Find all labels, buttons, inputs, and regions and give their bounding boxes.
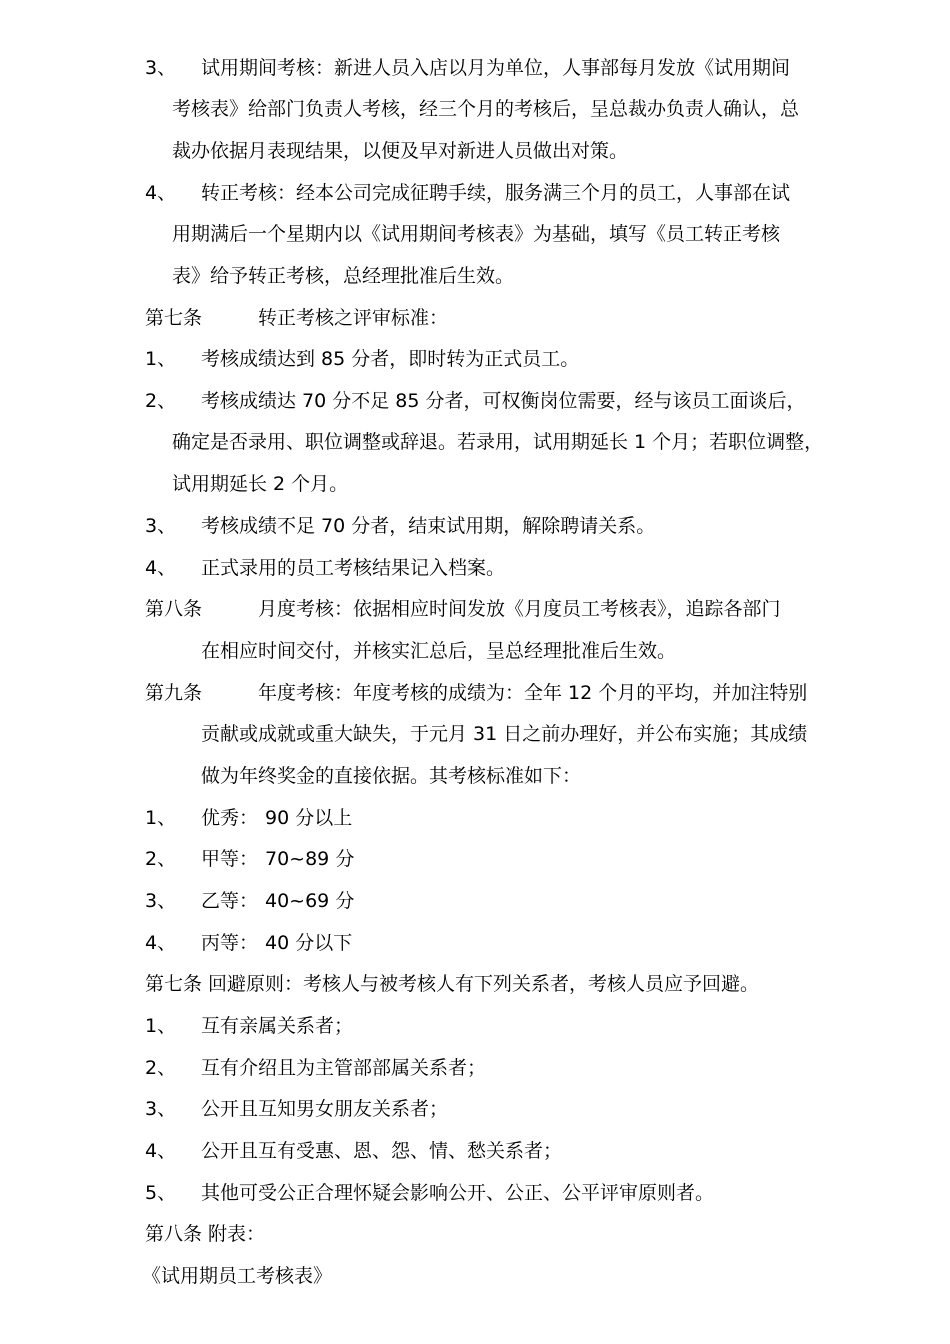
article-text: 第八条 附表： xyxy=(145,1223,266,1245)
article-text: 月度考核：依据相应时间发放《月度员工考核表》，追踪各部门 xyxy=(258,598,781,620)
clause-text: 试用期间考核：新进人员入店以月为单位，人事部每月发放《试用期间 xyxy=(201,57,791,79)
grade-label: 甲等： xyxy=(201,848,259,870)
grade-label: 丙等： xyxy=(201,932,259,954)
clause-text: 确定是否录用、职位调整或辞退。若录用，试用期延长 1 个月；若职位调整， xyxy=(172,431,824,453)
clause-text: 公开且互知男女朋友关系者； xyxy=(201,1098,449,1120)
form-title: 《试用期员工考核表》 xyxy=(142,1265,333,1287)
article-title: 转正考核之评审标准： xyxy=(258,307,449,329)
list-number: 5、 xyxy=(145,1182,177,1204)
article-text: 做为年终奖金的直接依据。其考核标准如下： xyxy=(201,765,582,787)
grade-label: 乙等： xyxy=(201,890,259,912)
list-number: 4、 xyxy=(145,932,177,954)
clause-text: 其他可受公正合理怀疑会影响公开、公正、公平评审原则者。 xyxy=(201,1182,715,1204)
clause-text: 表》给予转正考核，总经理批准后生效。 xyxy=(172,265,515,287)
clause-text: 互有介绍且为主管部部属关系者； xyxy=(201,1057,487,1079)
grade-value: 40 分以下 xyxy=(265,932,353,954)
grade-value: 40~69 分 xyxy=(265,890,355,912)
clause-text: 裁办依据月表现结果，以便及早对新进人员做出对策。 xyxy=(172,140,629,162)
article-label: 第九条 xyxy=(145,682,203,704)
article-text: 年度考核：年度考核的成绩为：全年 12 个月的平均，并加注特别 xyxy=(258,682,808,704)
clause-text: 正式录用的员工考核结果记入档案。 xyxy=(201,557,506,579)
article-text: 第七条 回避原则：考核人与被考核人有下列关系者，考核人员应予回避。 xyxy=(145,973,760,995)
clause-text: 试用期延长 2 个月。 xyxy=(172,473,349,495)
article-text: 贡献或成就或重大缺失，于元月 31 日之前办理好，并公布实施；其成绩 xyxy=(201,723,808,745)
list-number: 4、 xyxy=(145,1140,177,1162)
clause-text: 考核表》给部门负责人考核，经三个月的考核后，呈总裁办负责人确认，总 xyxy=(172,98,800,120)
clause-text: 转正考核：经本公司完成征聘手续，服务满三个月的员工，人事部在试 xyxy=(201,182,791,204)
grade-label: 优秀： xyxy=(201,807,259,829)
list-number: 1、 xyxy=(145,348,177,370)
list-number: 3、 xyxy=(145,57,177,79)
list-number: 4、 xyxy=(145,557,177,579)
article-text: 在相应时间交付，并核实汇总后，呈总经理批准后生效。 xyxy=(201,640,677,662)
clause-text: 考核成绩不足 70 分者，结束试用期，解除聘请关系。 xyxy=(201,515,656,537)
list-number: 4、 xyxy=(145,182,177,204)
list-number: 3、 xyxy=(145,890,177,912)
list-number: 1、 xyxy=(145,807,177,829)
list-number: 2、 xyxy=(145,390,177,412)
clause-text: 互有亲属关系者； xyxy=(201,1015,354,1037)
article-label: 第七条 xyxy=(145,307,203,329)
clause-text: 公开且互有受惠、恩、怨、情、愁关系者； xyxy=(201,1140,563,1162)
list-number: 3、 xyxy=(145,515,177,537)
clause-text: 用期满后一个星期内以《试用期间考核表》为基础，填写《员工转正考核 xyxy=(172,223,781,245)
grade-value: 90 分以上 xyxy=(265,807,353,829)
clause-text: 考核成绩达到 85 分者，即时转为正式员工。 xyxy=(201,348,580,370)
grade-value: 70~89 分 xyxy=(265,848,355,870)
list-number: 2、 xyxy=(145,1057,177,1079)
article-label: 第八条 xyxy=(145,598,203,620)
list-number: 2、 xyxy=(145,848,177,870)
clause-text: 考核成绩达 70 分不足 85 分者，可权衡岗位需要，经与该员工面谈后， xyxy=(201,390,806,412)
list-number: 1、 xyxy=(145,1015,177,1037)
list-number: 3、 xyxy=(145,1098,177,1120)
